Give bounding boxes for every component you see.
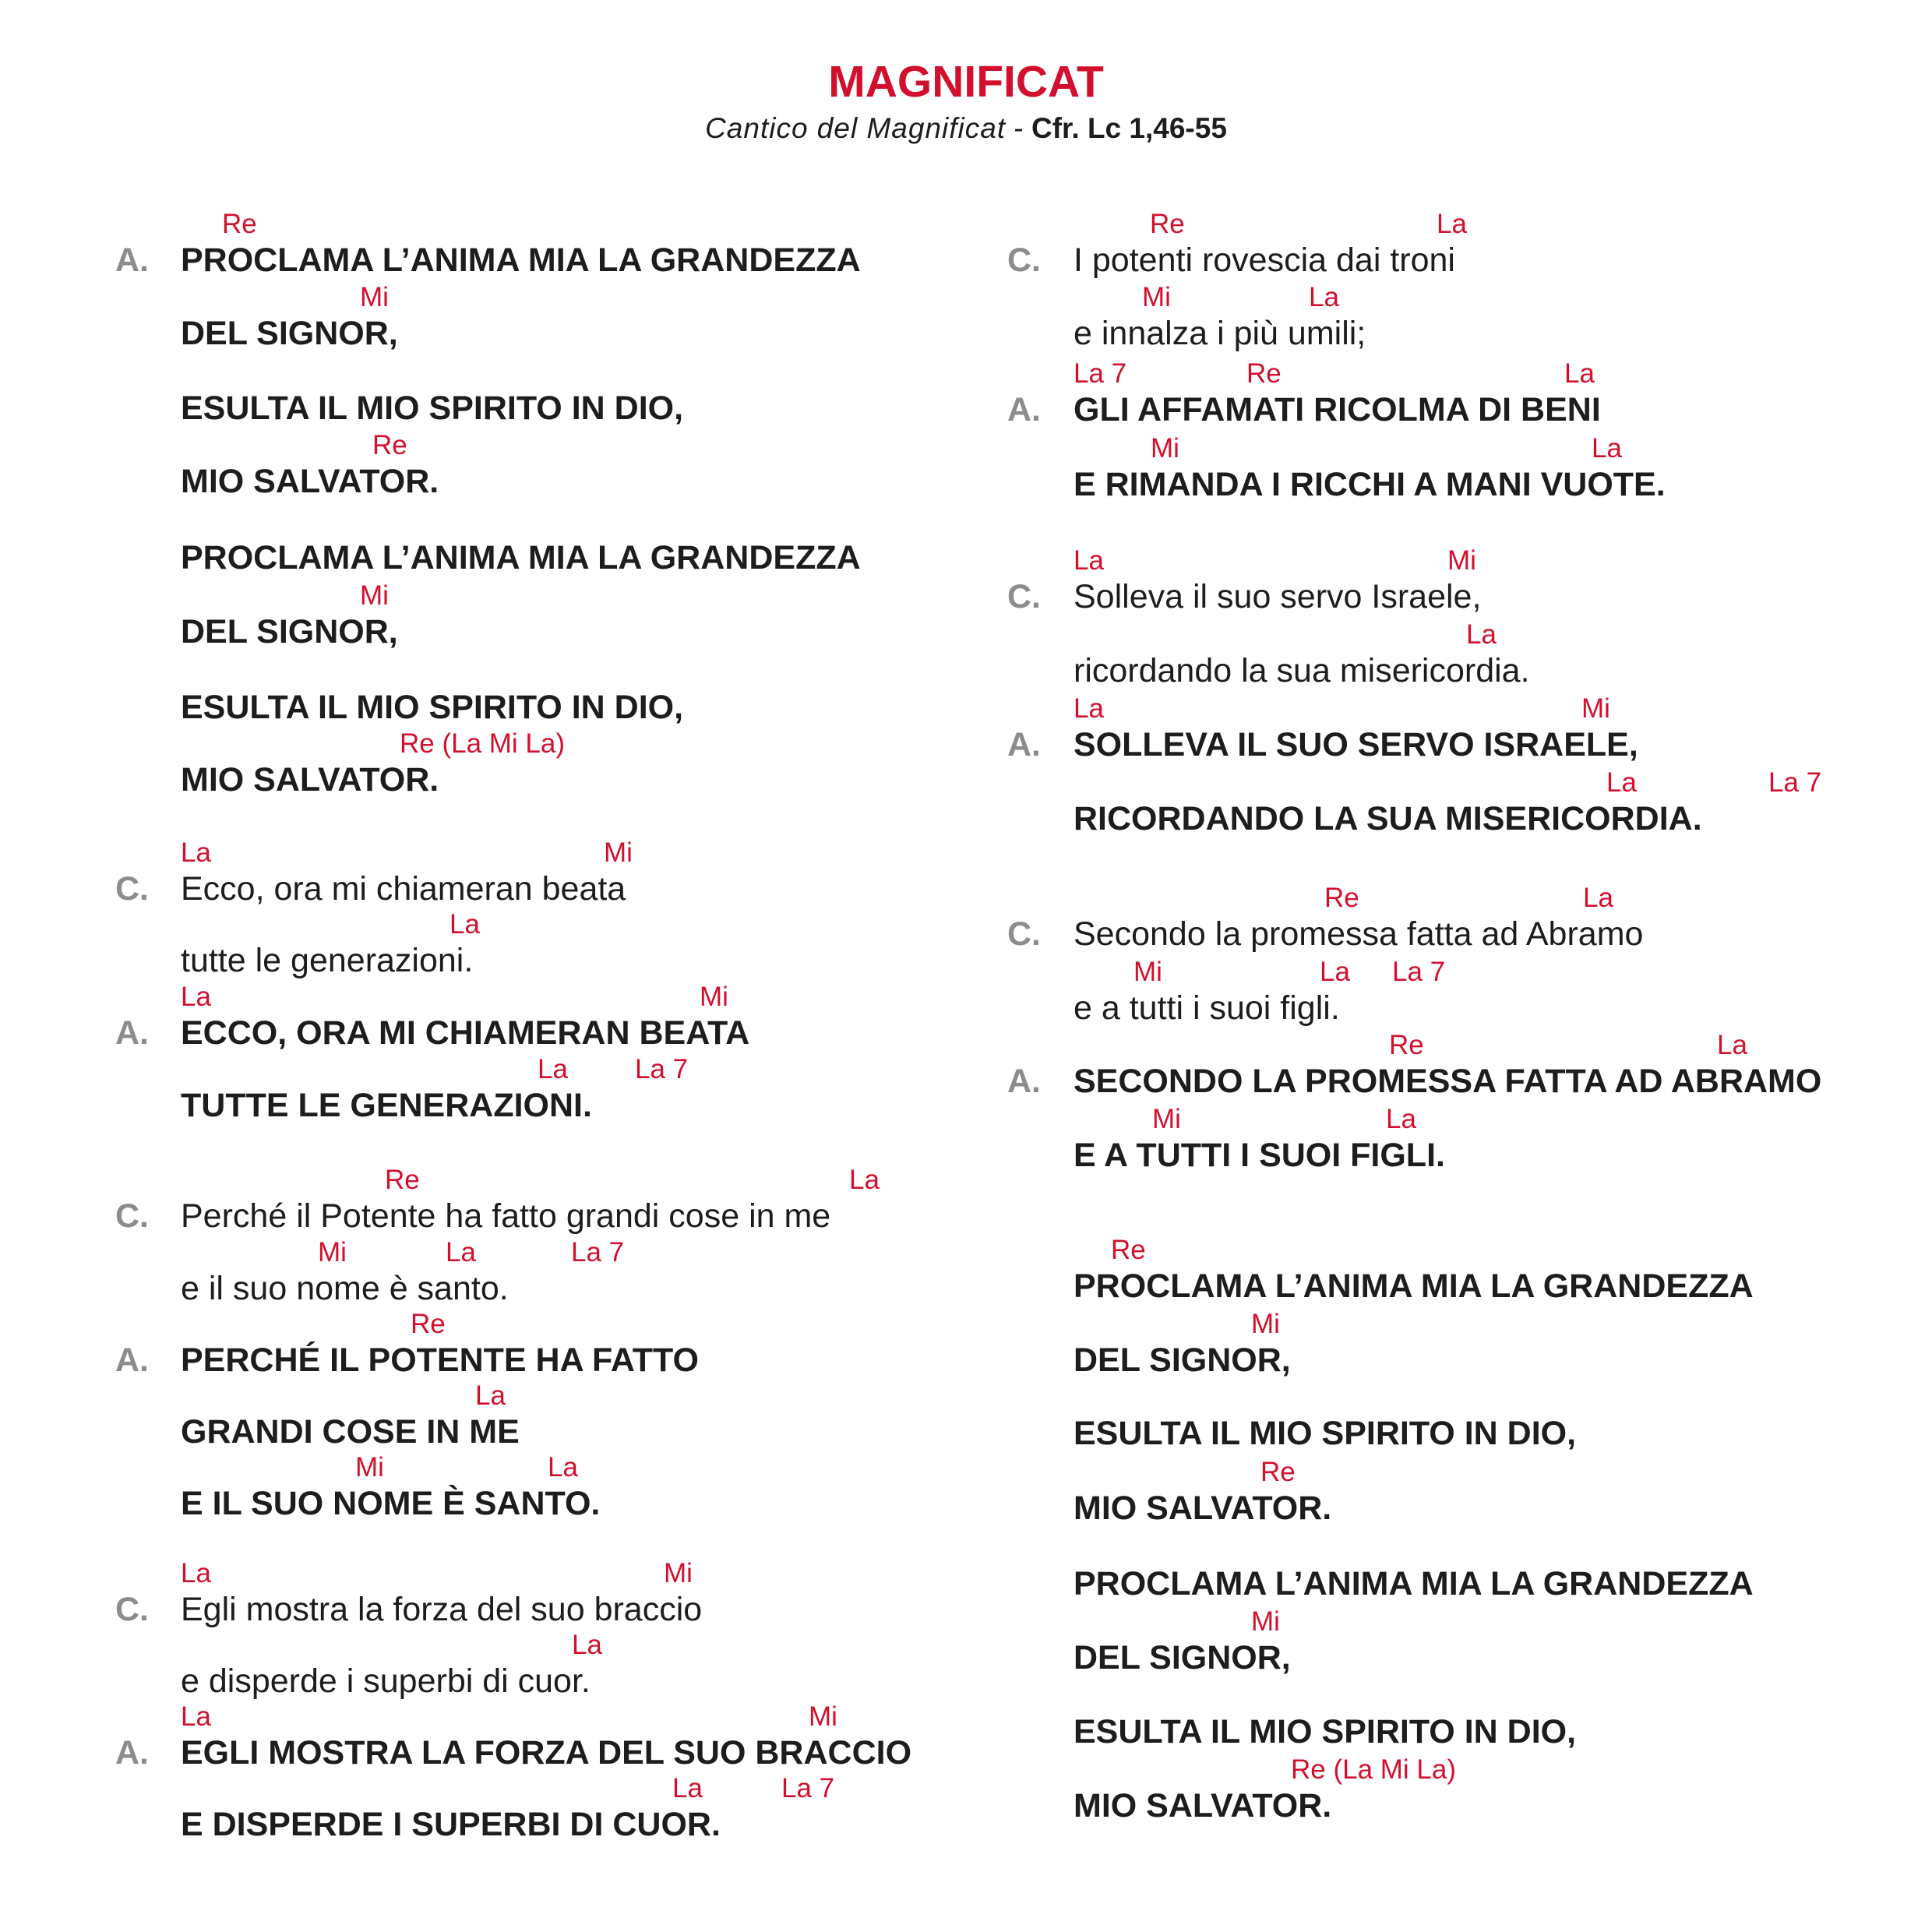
lyric-text: GRANDI COSE IN ME [181,1413,520,1451]
lyric-text: E DISPERDE I SUPERBI DI CUOR. [181,1806,721,1843]
chord-label: La [672,1773,703,1803]
chord-label: Mi [1251,1606,1280,1637]
part-marker: C. [115,1197,149,1235]
chord-label: La [1074,545,1104,576]
chord-label: La [1309,282,1339,312]
chord-label: La [538,1054,568,1084]
lyric-text: DEL SIGNOR, [181,315,398,352]
chord-label: Re [1150,209,1185,239]
chord-label: Re (La Mi La) [1291,1754,1457,1785]
lyric-text: e il suo nome è santo. [181,1270,509,1307]
lyric-text: DEL SIGNOR, [1074,1341,1291,1379]
chord-label: La [450,909,480,940]
chord-label: Mi [355,1452,384,1482]
chord-label: La [1386,1104,1416,1134]
lyric-text: Ecco, ora mi chiameran beata [181,870,626,908]
subtitle-separator: - [1006,112,1031,144]
chord-label: Re [411,1309,446,1339]
lyric-text: ESULTA IL MIO SPIRITO IN DIO, [1074,1415,1577,1452]
lyric-text: SECONDO LA PROMESSA FATTA AD ABRAMO [1074,1063,1822,1100]
chord-label: Mi [360,282,389,312]
lyric-text: e disperde i superbi di cuor. [181,1662,591,1700]
chord-label: La [1466,619,1497,650]
chord-label: Mi [1581,693,1610,724]
lyric-text: PROCLAMA L’ANIMA MIA LA GRANDEZZA [1074,1565,1754,1602]
chord-label: La [548,1452,578,1482]
part-marker: A. [1007,1063,1041,1100]
part-marker: A. [115,242,149,279]
lyric-text: I potenti rovescia dai troni [1074,242,1455,279]
lyric-text: PROCLAMA L’ANIMA MIA LA GRANDEZZA [181,539,861,576]
lyric-text: EGLI MOSTRA LA FORZA DEL SUO BRACCIO [181,1734,912,1772]
chord-label: Mi [700,982,728,1012]
chord-label: La [475,1380,506,1411]
chord-label: Re [1324,883,1359,913]
chord-label: La 7 [571,1237,625,1267]
part-marker: C. [1007,578,1041,615]
lyric-text: MIO SALVATOR. [1074,1787,1332,1824]
lyric-text: E IL SUO NOME È SANTO. [181,1485,601,1522]
chord-label: La 7 [1768,767,1822,798]
lyric-text: E RIMANDA I RICCHI A MANI VUOTE. [1074,466,1666,503]
part-marker: C. [1007,915,1041,953]
chord-label: Re [1260,1457,1296,1487]
lyric-text: e innalza i più umili; [1074,315,1366,352]
chord-label: La [181,837,211,868]
part-marker: A. [115,1341,149,1379]
lyric-text: GLI AFFAMATI RICOLMA DI BENI [1074,391,1601,428]
part-marker: C. [115,870,149,908]
chord-label: Mi [1447,545,1476,576]
chord-label: La [1437,209,1467,239]
chord-label: La [1583,883,1613,913]
part-marker: A. [115,1014,149,1052]
lyric-text: Secondo la promessa fatta ad Abramo [1074,915,1644,953]
chord-label: Re [1246,358,1282,389]
lyric-text: ECCO, ORA MI CHIAMERAN BEATA [181,1014,750,1052]
chord-label: Re [222,209,257,239]
subtitle-reference: Cfr. Lc 1,46-55 [1031,112,1227,144]
lyric-text: ESULTA IL MIO SPIRITO IN DIO, [1074,1713,1577,1750]
chord-label: Re [372,430,407,460]
chord-label: La 7 [635,1054,689,1084]
chord-label: Mi [1251,1309,1280,1339]
part-marker: A. [115,1734,149,1772]
lyric-text: MIO SALVATOR. [181,761,439,799]
part-marker: A. [1007,726,1041,763]
lyric-text: ESULTA IL MIO SPIRITO IN DIO, [181,390,684,427]
song-subtitle [0,109,1932,148]
chord-label: La [446,1237,476,1267]
lyric-text: Perché il Potente ha fatto grandi cose in me [181,1197,831,1235]
chord-label: La [181,982,211,1012]
chord-label: Re [1111,1235,1146,1265]
chord-label: La [1564,358,1595,389]
chord-label: La [1074,693,1104,724]
lyric-text: ricordando la sua misericordia. [1074,652,1530,689]
lyric-text: Solleva il suo servo Israele, [1074,578,1482,615]
lyric-text: DEL SIGNOR, [1074,1639,1291,1676]
lyric-text: MIO SALVATOR. [1074,1490,1332,1527]
chord-label: Re [385,1165,420,1195]
subtitle-italic: Cantico del Magnificat [705,112,1007,144]
lyric-text: TUTTE LE GENERAZIONI. [181,1087,592,1124]
chord-label: La 7 [781,1773,835,1803]
chord-label: La [181,1558,211,1588]
chord-label: La [1320,957,1350,987]
chord-label: La [181,1701,211,1732]
lyric-text: SOLLEVA IL SUO SERVO ISRAELE, [1074,726,1638,763]
chord-label: Mi [1133,957,1162,987]
lyric-text: MIO SALVATOR. [181,463,439,500]
chord-label: Re [1389,1030,1424,1060]
chord-label: Re (La Mi La) [400,728,566,759]
chord-label: Mi [1142,282,1171,312]
chord-label: La 7 [1074,358,1127,389]
lyric-text: tutte le generazioni. [181,942,474,979]
part-marker: C. [115,1591,149,1628]
lyric-text: E A TUTTI I SUOI FIGLI. [1074,1137,1445,1174]
chord-label: Mi [664,1558,693,1588]
chord-label: Mi [318,1237,347,1267]
chord-label: La [1592,433,1622,464]
chord-label: La [849,1165,880,1195]
chord-label: Mi [1151,433,1179,464]
lyric-text: ESULTA IL MIO SPIRITO IN DIO, [181,689,684,726]
lyric-text: Egli mostra la forza del suo braccio [181,1591,703,1628]
chord-label: La [1606,767,1637,798]
chord-label: La [1717,1030,1747,1060]
lyric-text: DEL SIGNOR, [181,613,398,650]
lyric-text: e a tutti i suoi figli. [1074,989,1340,1027]
chord-label: Mi [604,837,633,868]
chord-label: Mi [1152,1104,1181,1134]
part-marker: C. [1007,242,1041,279]
chord-label: La 7 [1392,957,1446,987]
lyric-text: RICORDANDO LA SUA MISERICORDIA. [1074,800,1702,837]
chord-label: La [572,1630,602,1660]
song-title: MAGNIFICAT [828,57,1104,107]
chord-label: Mi [809,1701,837,1732]
part-marker: A. [1007,391,1041,428]
lyric-text: PROCLAMA L’ANIMA MIA LA GRANDEZZA [181,242,861,279]
chord-label: Mi [360,580,389,611]
lyric-text: PROCLAMA L’ANIMA MIA LA GRANDEZZA [1074,1267,1754,1305]
lyric-text: PERCHÉ IL POTENTE HA FATTO [181,1341,699,1379]
